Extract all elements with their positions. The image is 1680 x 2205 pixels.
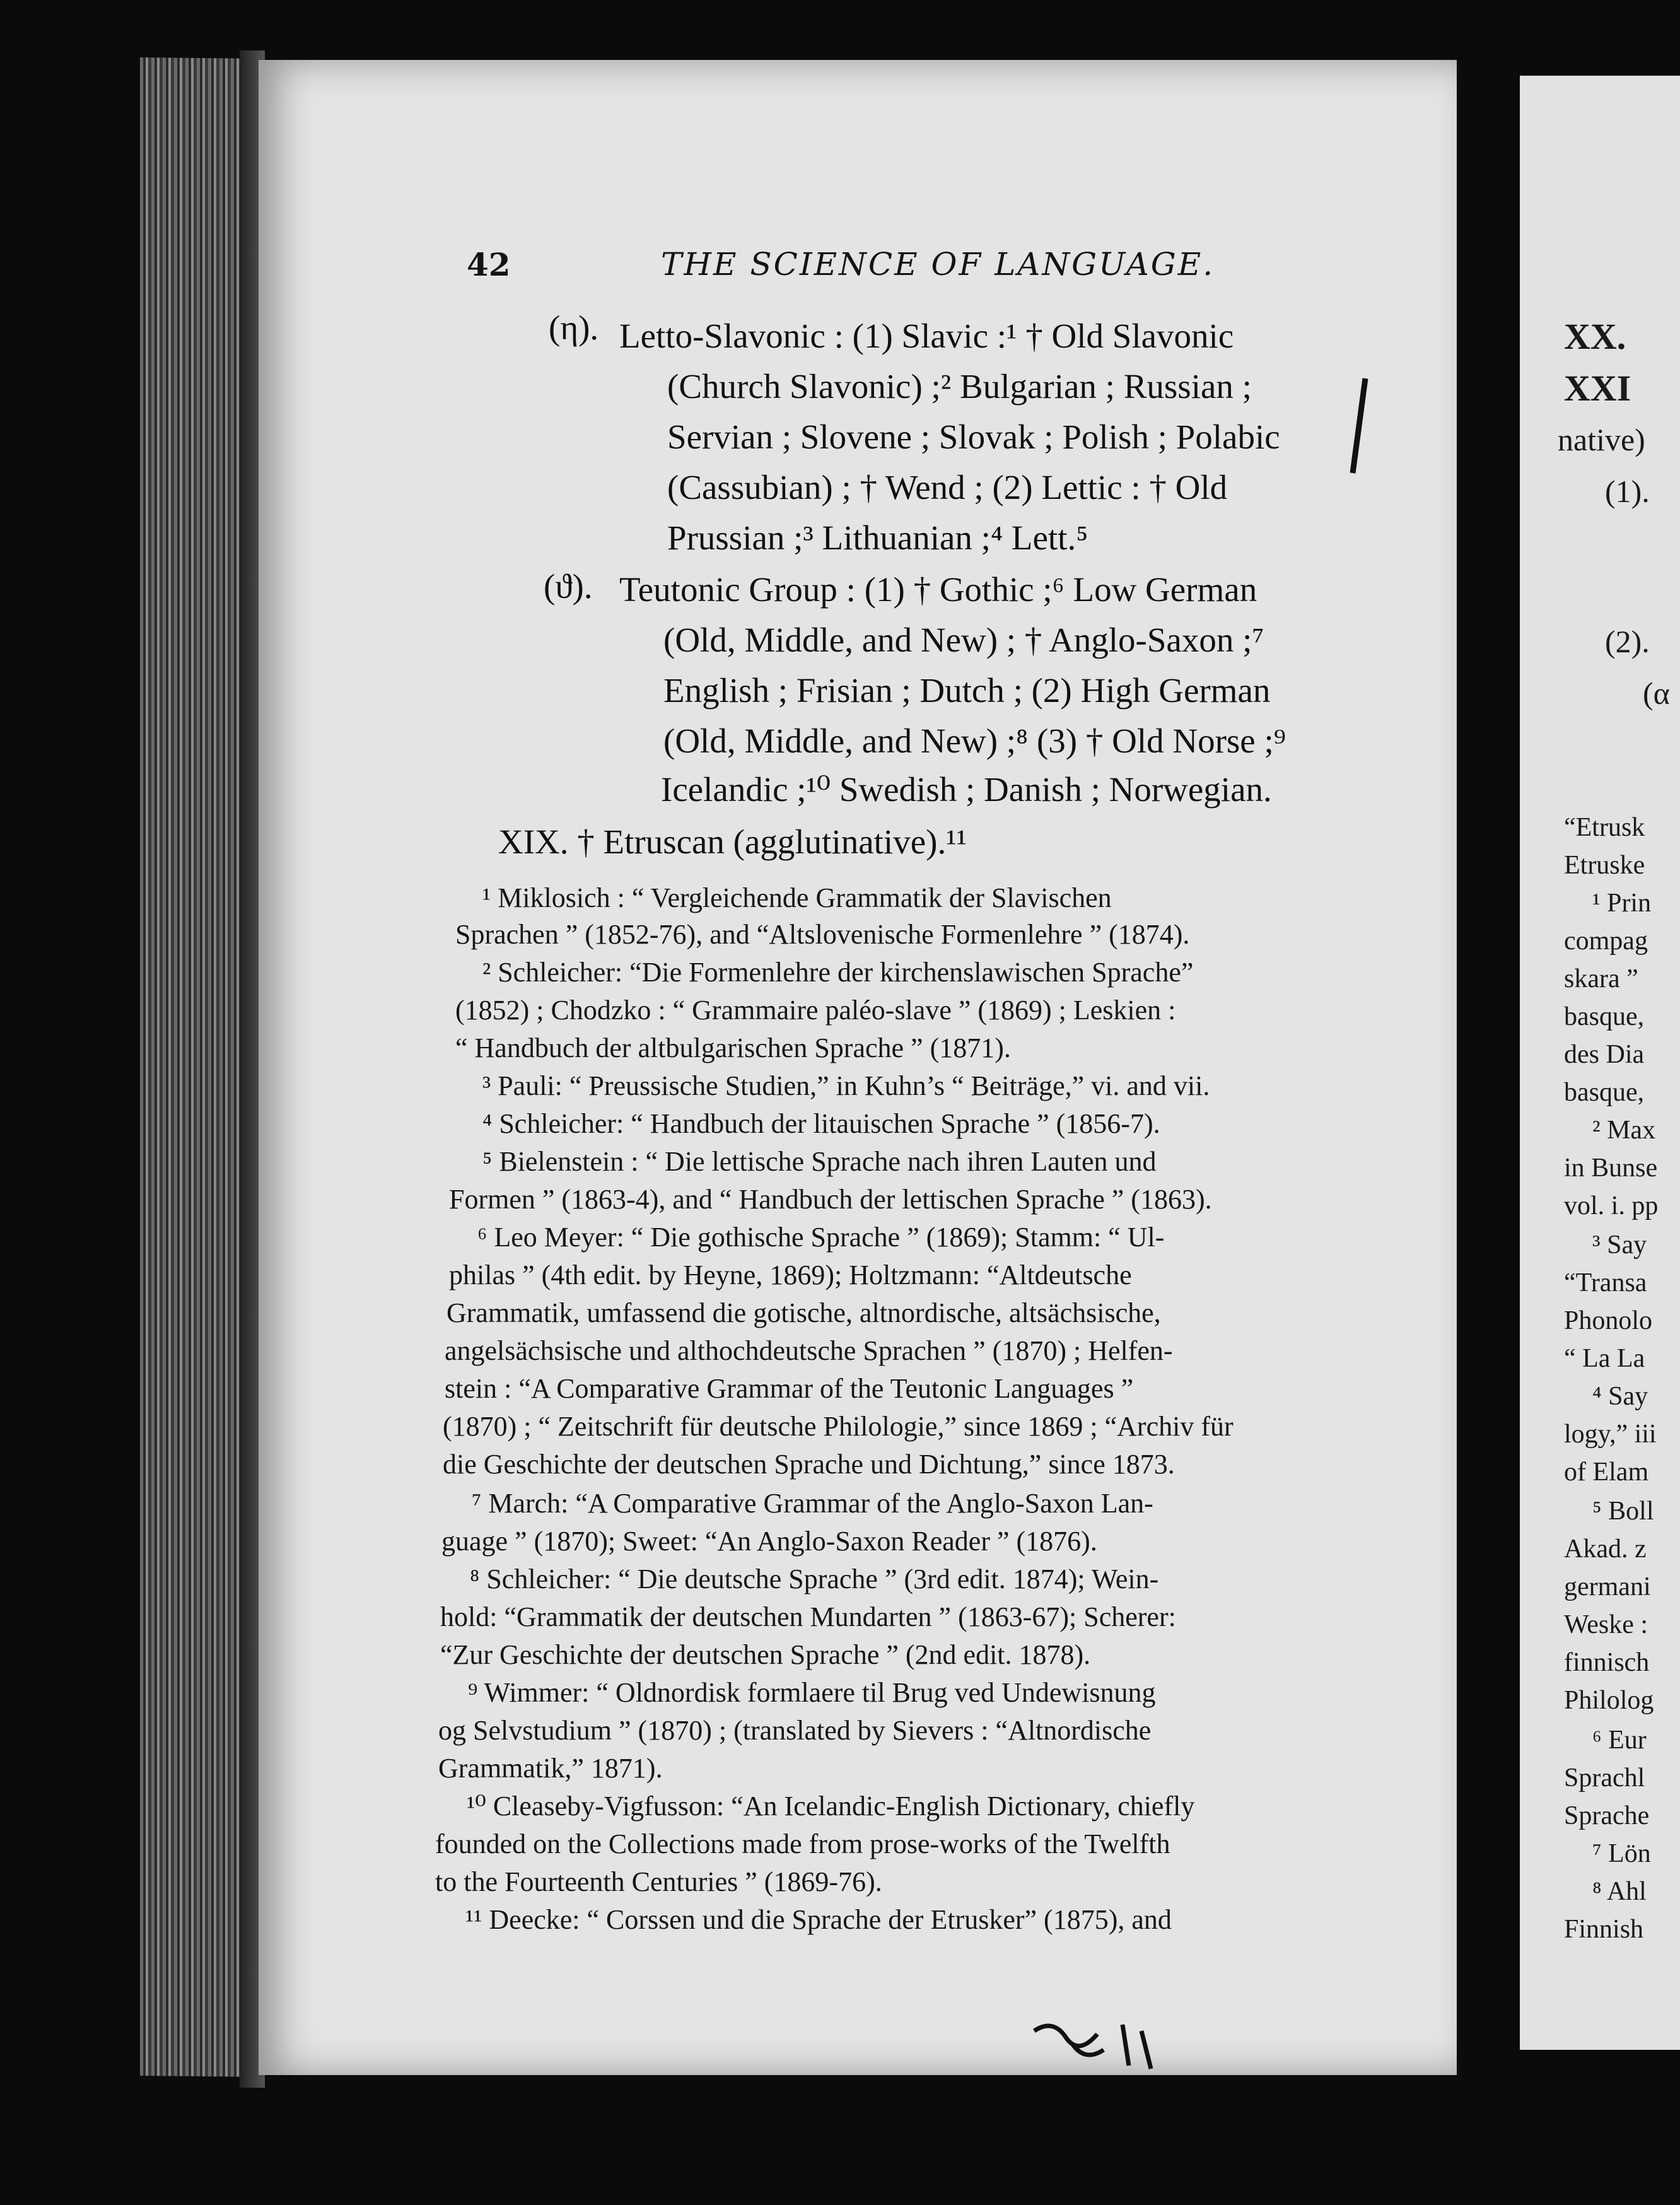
adjacent-fragment: Phonolo [1564, 1306, 1653, 1335]
footnote-line: philas ” (4th edit. by Heyne, 1869); Holtzmann: “Altdeutsche [449, 1260, 1132, 1290]
footnote-line: ¹¹ Deecke: “ Corssen und die Sprache der Etrusker” (1875), and [465, 1904, 1172, 1935]
adjacent-fragment: ⁵ Boll [1592, 1497, 1654, 1526]
footnote-line: “ Handbuch der altbulgarischen Sprache ” (1871). [455, 1032, 1011, 1063]
adjacent-fragment: finnisch [1564, 1648, 1650, 1677]
running-title: THE SCIENCE OF LANGUAGE. [661, 246, 1215, 283]
text-line: (Old, Middle, and New) ; † Anglo-Saxon ;⁷ [663, 621, 1264, 659]
footnote-line: Sprachen ” (1852-76), and “Altslovenische Formenlehre ” (1874). [455, 919, 1190, 950]
ink-stroke-icon [1340, 372, 1378, 479]
adjacent-page [1520, 76, 1680, 2050]
text-line: English ; Frisian ; Dutch ; (2) High German [663, 671, 1271, 710]
footnote-line: ² Schleicher: “Die Formenlehre der kirchenslawischen Sprache” [482, 957, 1194, 988]
adjacent-fragment: XXI [1564, 368, 1631, 409]
footnote-line: ¹ Miklosich : “ Vergleichende Grammatik der Slavischen [482, 882, 1112, 913]
adjacent-fragment: “Etrusk [1564, 813, 1645, 842]
footnote-line: ³ Pauli: “ Preussische Studien,” in Kuhn’s “ Beiträge,” vi. and vii. [482, 1070, 1210, 1101]
adjacent-fragment: “ La La [1564, 1344, 1645, 1373]
footnote-line: og Selvstudium ” (1870) ; (translated by Sievers : “Altnordische [438, 1715, 1152, 1746]
footnote-line: to the Fourteenth Centuries ” (1869-76). [435, 1866, 882, 1897]
footnote-line: ⁶ Leo Meyer: “ Die gothische Sprache ” (1869); Stamm: “ Ul- [477, 1222, 1165, 1253]
adjacent-fragment: Finnish [1564, 1915, 1644, 1944]
footnote-line: stein : “A Comparative Grammar of the Teutonic Languages ” [445, 1373, 1134, 1404]
ink-scribble-icon [1028, 2006, 1192, 2075]
page-header [467, 246, 1249, 290]
text-line: (Old, Middle, and New) ;⁸ (3) † Old Norse ;⁹ [663, 722, 1286, 760]
adjacent-fragment: “Transa [1564, 1268, 1647, 1297]
footnote-line: Grammatik,” 1871). [438, 1753, 663, 1784]
footnote-line: (1870) ; “ Zeitschrift für deutsche Philologie,” since 1869 ; “Archiv für [443, 1411, 1234, 1442]
footnote-line: angelsächsische und althochdeutsche Sprachen ” (1870) ; Helfen- [445, 1335, 1173, 1366]
page-number: 42 [467, 246, 511, 283]
adjacent-fragment: basque, [1564, 1002, 1645, 1031]
footnote-line: ⁸ Schleicher: “ Die deutsche Sprache ” (3rd edit. 1874); Wein- [470, 1564, 1159, 1594]
adjacent-fragment: ² Max [1592, 1116, 1656, 1145]
adjacent-fragment: compag [1564, 927, 1648, 956]
footnote-line: ⁵ Bielenstein : “ Die lettische Sprache nach ihren Lauten und [482, 1146, 1157, 1177]
adjacent-fragment: des Dia [1564, 1040, 1645, 1069]
footnote-line: die Geschichte der deutschen Sprache und Dichtung,” since 1873. [443, 1449, 1175, 1480]
adjacent-fragment: Etruske [1564, 851, 1645, 880]
footnote-line: guage ” (1870); Sweet: “An Anglo-Saxon Reader ” (1876). [441, 1526, 1097, 1557]
footnote-line: (1852) ; Chodzko : “ Grammaire paléo-slave ” (1869) ; Leskien : [455, 995, 1176, 1026]
section-label-eta: (η). [549, 308, 599, 347]
adjacent-fragment: native) [1558, 422, 1645, 457]
footnote-line: ⁷ March: “A Comparative Grammar of the Anglo-Saxon Lan- [472, 1488, 1153, 1519]
text-line: (Church Slavonic) ;² Bulgarian ; Russian ; [667, 367, 1252, 406]
footnote-line: Formen ” (1863-4), and “ Handbuch der lettischen Sprache ” (1863). [449, 1184, 1212, 1215]
adjacent-fragment: Sprache [1564, 1801, 1650, 1830]
footnote-line: ¹⁰ Cleaseby-Vigfusson: “An Icelandic-English Dictionary, chiefly [467, 1791, 1195, 1822]
footnote-line: Grammatik, umfassend die gotische, altnordische, altsächsische, [446, 1297, 1161, 1328]
adjacent-fragment: ⁷ Lön [1592, 1839, 1651, 1868]
adjacent-fragment: (1). [1605, 474, 1650, 509]
text-line: Teutonic Group : (1) † Gothic ;⁶ Low German [619, 570, 1257, 609]
text-line: Icelandic ;¹⁰ Swedish ; Danish ; Norwegian. [661, 770, 1272, 809]
adjacent-fragment: Sprachl [1564, 1763, 1645, 1793]
adjacent-fragment: vol. i. pp [1564, 1191, 1659, 1220]
adjacent-fragment: ¹ Prin [1592, 889, 1652, 918]
adjacent-fragment: (α [1643, 676, 1670, 711]
adjacent-fragment: logy,” iii [1564, 1420, 1657, 1449]
text-line: Prussian ;³ Lithuanian ;⁴ Lett.⁵ [667, 518, 1088, 557]
footnote-line: hold: “Grammatik der deutschen Mundarten ” (1863-67); Scherer: [440, 1601, 1176, 1632]
adjacent-fragment: skara ” [1564, 964, 1638, 993]
adjacent-fragment: (2). [1605, 624, 1650, 659]
adjacent-fragment: ⁸ Ahl [1592, 1877, 1647, 1906]
footnote-line: ⁴ Schleicher: “ Handbuch der litauischen Sprache ” (1856-7). [482, 1108, 1160, 1139]
adjacent-fragment: Weske : [1564, 1610, 1648, 1639]
section-label-theta: (ϑ). [544, 567, 593, 605]
adjacent-fragment: germani [1564, 1572, 1651, 1601]
adjacent-fragment: ³ Say [1592, 1231, 1647, 1260]
footnote-line: “Zur Geschichte der deutschen Sprache ” (2nd edit. 1878). [440, 1639, 1091, 1670]
adjacent-fragment: in Bunse [1564, 1154, 1658, 1183]
adjacent-fragment: ⁶ Eur [1592, 1726, 1647, 1755]
adjacent-fragment: Philolog [1564, 1686, 1654, 1715]
text-line: Letto-Slavonic : (1) Slavic :¹ † Old Slavonic [619, 317, 1234, 355]
adjacent-fragment: XX. [1564, 316, 1626, 357]
text-line: (Cassubian) ; † Wend ; (2) Lettic : † Old [667, 468, 1228, 506]
adjacent-fragment: of Elam [1564, 1458, 1649, 1487]
adjacent-fragment: ⁴ Say [1592, 1382, 1648, 1411]
adjacent-fragment: Akad. z [1564, 1535, 1647, 1564]
adjacent-fragment: basque, [1564, 1078, 1645, 1107]
text-line-xix: XIX. † Etruscan (agglutinative).¹¹ [498, 822, 967, 861]
footnote-line: ⁹ Wimmer: “ Oldnordisk formlaere til Brug ved Undewisnung [468, 1677, 1156, 1708]
text-line: Servian ; Slovene ; Slovak ; Polish ; Polabic [667, 418, 1280, 456]
footnote-line: founded on the Collections made from prose-works of the Twelfth [435, 1828, 1170, 1859]
